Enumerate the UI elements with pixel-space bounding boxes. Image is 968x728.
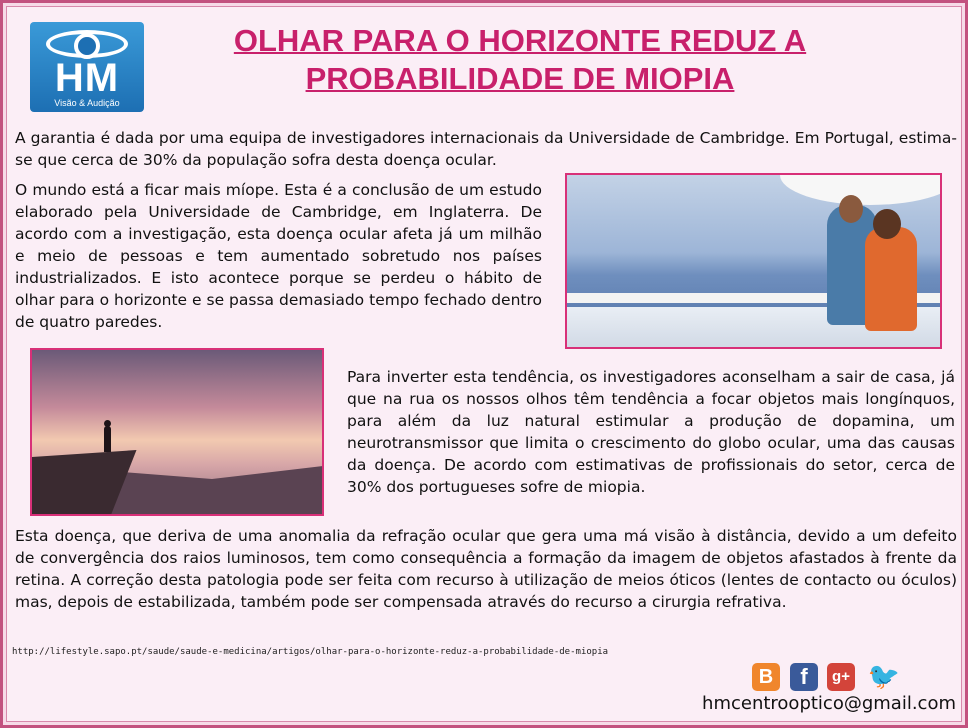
- twitter-icon[interactable]: 🐦: [867, 661, 901, 691]
- blogger-icon[interactable]: B: [752, 663, 780, 691]
- photo-detail: [104, 426, 111, 452]
- photo-detail: [865, 227, 917, 331]
- facebook-icon[interactable]: f: [790, 663, 818, 691]
- photo-detail: [780, 173, 942, 205]
- contact-email[interactable]: hmcentrooptico@gmail.com: [702, 693, 956, 714]
- condition-paragraph: Esta doença, que deriva de uma anomalia da refração ocular que gera uma má visão à distância, devido a um defeito de convergência dos raios luminosos, tem como consequência a formação da imagem de objetos afastados à frente da retina. A correção desta patologia pode ser feita com recurso à utilização de meios óticos (lentes de contacto ou óculos) mas, depois de estabilizada, também pode ser compensada através do recurso a cirurgia refrativa.: [15, 527, 957, 611]
- world-paragraph: O mundo está a ficar mais míope. Esta é a conclusão de um estudo elaborado pela Universidade de Cambridge, em Inglaterra. De acordo com a investigação, esta doença ocular afeta já um milhão e meio de pessoas e tem aumentado sobretudo nos países industrializados. E isto acontece porque se perdeu o hábito de olhar para o horizonte e se passa demasiado tempo fechado dentro de quatro paredes.: [15, 181, 542, 331]
- article-title: OLHAR PARA O HORIZONTE REDUZ A PROBABILIDADE DE MIOPIA: [233, 23, 807, 96]
- photo-detail: [839, 195, 863, 223]
- source-link[interactable]: http://lifestyle.sapo.pt/saude/saude-e-medicina/artigos/olhar-para-o-horizonte-reduz-a-probabilidade-de-miopia: [12, 647, 609, 657]
- intro-paragraph: A garantia é dada por uma equipa de investigadores internacionais da Universidade de Cambridge. Em Portugal, estima-se que cerca de 30% da população sofra desta doença ocular.: [15, 129, 957, 169]
- couple-photo: [565, 173, 942, 349]
- sunset-photo: [30, 348, 324, 516]
- logo-subtitle: Visão & Audição: [54, 98, 120, 108]
- hm-logo: [30, 22, 144, 112]
- photo-detail: [873, 209, 901, 239]
- advice-paragraph: Para inverter esta tendência, os investigadores aconselham a sair de casa, já que na rua os nossos olhos têm tendência a focar objetos mais longínquos, para além da luz natural estimular a produção de dopamina, um neurotransmissor que limita o crescimento do globo ocular, uma das causas da doença. De acordo com estimativas de profissionais do setor, cerca de 30% dos portugueses sofre de miopia.: [347, 368, 955, 496]
- google-plus-icon[interactable]: g+: [827, 663, 855, 691]
- logo-text: HM: [54, 56, 120, 100]
